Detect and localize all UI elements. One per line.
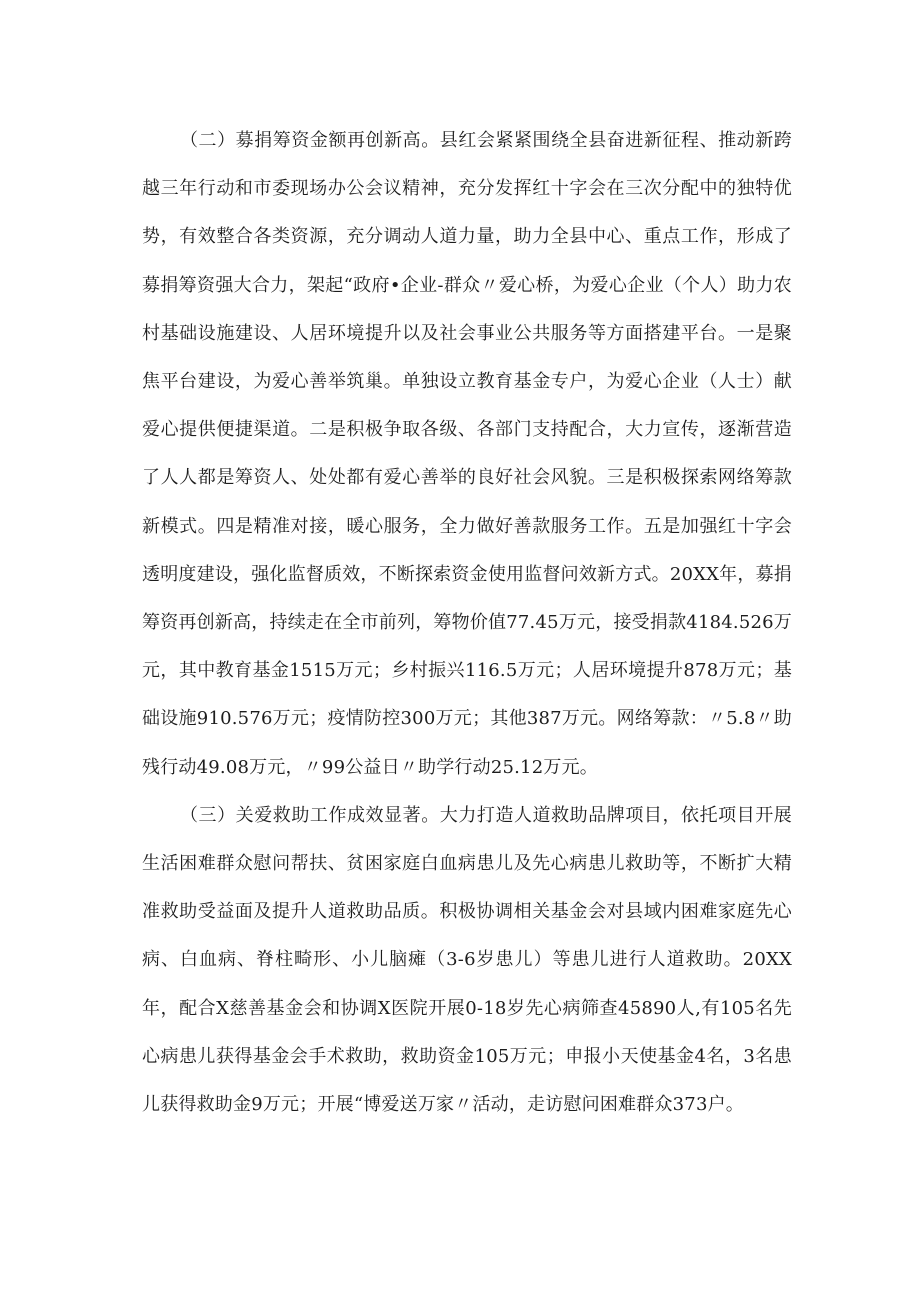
document-body (142, 117, 792, 1129)
paragraph-relief-work: （三）关爱救助工作成效显著。大力打造人道救助品牌项目，依托项目开展生活困难群众慰问帮扶、贫困家庭白血病患儿及先心病患儿救助等，不断扩大精准救助受益面及提升人道救助品质。积极协调相关基金会对县域内困难家庭先心病、白血病、脊柱畸形、小儿脑瘫（3-6岁患儿）等患儿进行人道救助。20XX年，配合X慈善基金会和协调X医院开展0-18岁先心病筛查45890人,有105名先心病患儿获得基金会手术救助，救助资金105万元；申报小天使基金4名，3名患儿获得救助金9万元；开展“博爱送万家〃活动，走访慰问困难群众373户。 (142, 804, 792, 1116)
paragraph-fundraising: （二）募捐筹资金额再创新高。县红会紧紧围绕全县奋进新征程、推动新跨越三年行动和市委现场办公会议精神，充分发挥红十字会在三次分配中的独特优势，有效整合各类资源，充分调动人道力量，助力全县中心、重点工作，形成了募捐筹资强大合力，架起“政府•企业-群众〃爱心桥，为爱心企业（个人）助力农村基础设施建设、人居环境提升以及社会事业公共服务等方面搭建平台。一是聚焦平台建设，为爱心善举筑巢。单独设立教育基金专户，为爱心企业（人士）献爱心提供便捷渠道。二是积极争取各级、各部门支持配合，大力宣传，逐渐营造了人人都是筹资人、处处都有爱心善举的良好社会风貌。三是积极探索网络筹款新模式。四是精准对接，暖心服务，全力做好善款服务工作。五是加强红十字会透明度建设，强化监督质效，不断探索资金使用监督问效新方式。20XX年，募捐筹资再创新高，持续走在全市前列，筹物价值77.45万元，接受捐款4184.526万元，其中教育基金1515万元；乡村振兴116.5万元；人居环境提升878万元；基础设施910.576万元；疫情防控300万元；其他387万元。网络筹款：〃5.8〃助残行动49.08万元，〃99公益日〃助学行动25.12万元。 (142, 130, 792, 778)
